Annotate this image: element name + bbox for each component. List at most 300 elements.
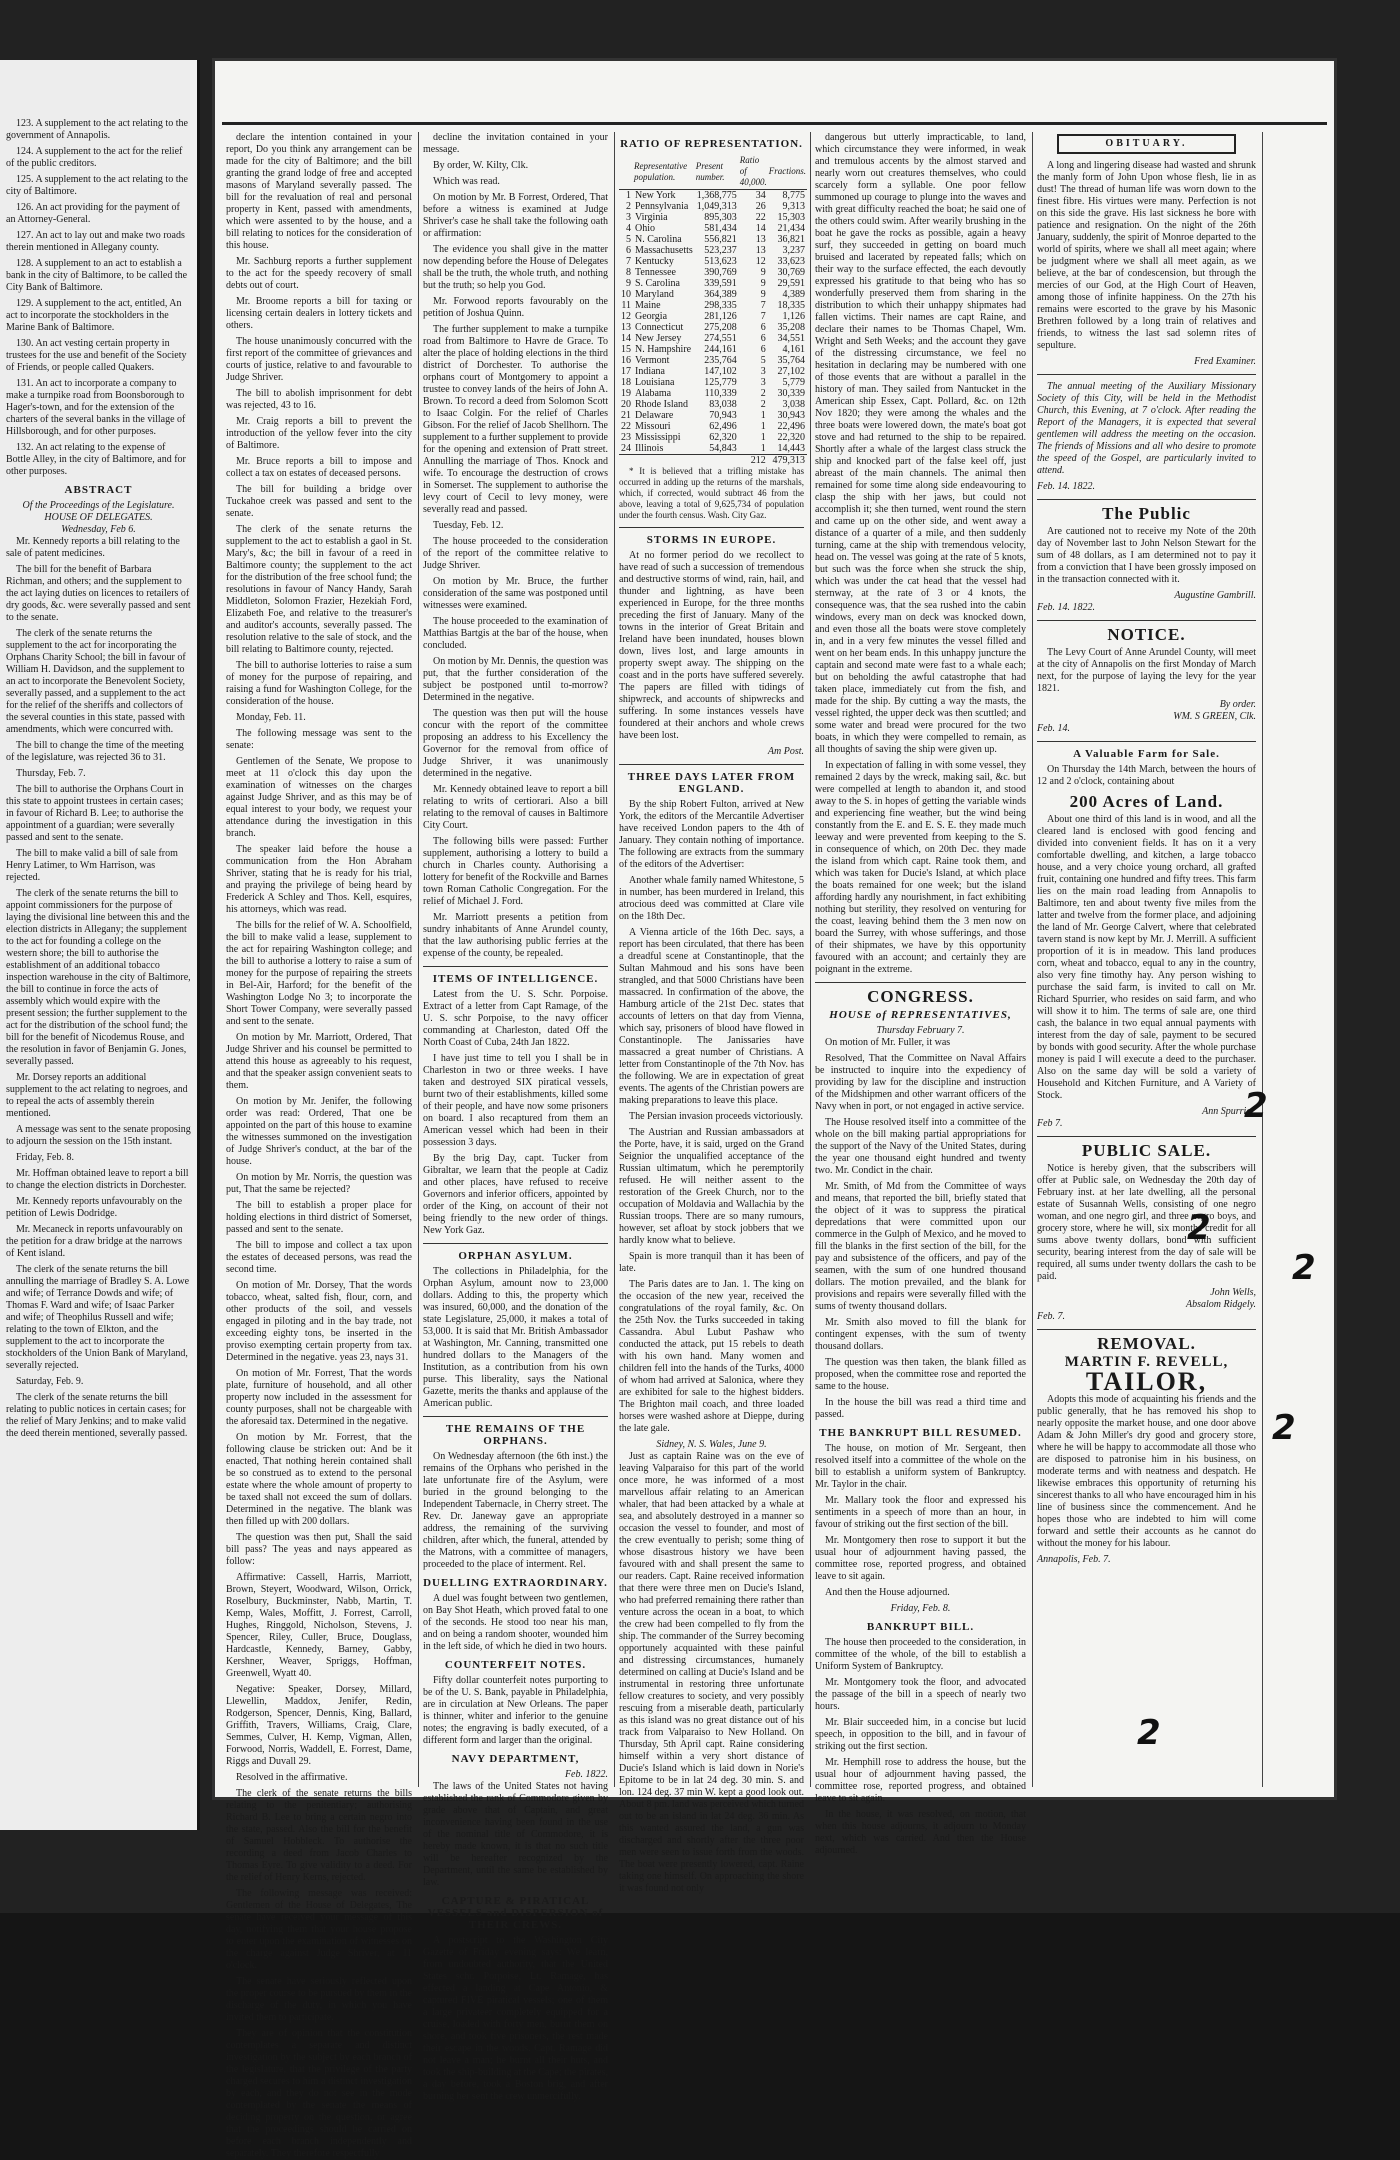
notice-title: NOTICE. — [1107, 625, 1186, 644]
table-row — [619, 278, 807, 289]
table-cell: 8 — [626, 267, 631, 278]
paragraph: The bill to abolish imprisonment for debt was rejected, 43 to 16. — [226, 388, 412, 411]
table-cell: 1 — [626, 190, 631, 201]
notice-text: The Levy Court of Anne Arundel County, will meet at the city of Annapolis on the first Monday of March next, for the purpose of laying the levy for the year 1821. — [1037, 647, 1256, 694]
paragraph: Resolved, That the Committee on Naval Affairs be instructed to inquire into the expediency of providing by law for the discipline and instruction of the Midshipmen and other warrant officers of the Navy when in port, or not engaged in active service. — [815, 1053, 1026, 1112]
public-signoff: Augustine Gambrill. — [1174, 590, 1256, 601]
table-cell: 34,551 — [777, 333, 806, 344]
table-row — [619, 223, 807, 234]
paragraph: Mr. Hoffman obtained leave to report a bill to change the election districts in Dorchester. — [6, 1168, 189, 1191]
table-cell: 1,126 — [782, 311, 806, 322]
list-item: 128. A supplement to an act to establish a bank in the city of Baltimore, to be called the City Bank of Baltimore. — [6, 258, 188, 293]
paragraph: Mr. Mallary took the floor and expressed his sentiments in a speech of more than an hour, in favour of striking out the first section of the bill. — [815, 1495, 1026, 1530]
table-row — [619, 432, 807, 443]
table-cell: 244,161 — [704, 344, 737, 355]
public-sale-text: Notice is hereby given, that the subscribers will offer at Public sale, on Wednesday the 20th day of February inst. at her late dwelling, all the personal estate of Susannah Wells, consisting of one negro woman, and one negro girl, and three negro boys, and grocery store, where he will, six months credit for all sums above twenty dollars, bond with sufficient security, bearing interest from the day of sale will be required, all sums under twenty dollars the cash to be paid. — [1037, 1163, 1256, 1282]
table-cell: 9,313 — [782, 201, 806, 212]
table-cell: 16 — [621, 355, 631, 366]
paragraph: The evidence you shall give in the matter now depending before the House of Delegates shall be the truth, the whole truth, and nothing but the truth; so help you God. — [423, 244, 608, 291]
paragraph: In expectation of falling in with some vessel, they remained 2 days by the wreck, making sail, &c. but were compelled at length to abandon it, and stood away to the S. in hopes of getting the variable winds and experiencing fine weather, but the wind being constantly from the E. and E. S. E. they made much leeway and were prevented from keeping to the S. in consequence of which, on 20th Dec. they made the island from which capt. Raine took them, and which was taken for Ducie's Island, at which place the boats remained for one week; but the island affording hardly any nourishment, in fact exhibiting nothing but sterility, they resolved on venturing for the coast, leaving behind them the 3 men now on board the Surrey, with whose sufferings, and those of their shipmates, we have by this opportunity favoured with an account; and certainly they are poignant in the extreme. — [815, 760, 1026, 975]
table-row — [619, 256, 807, 267]
table-cell: 8,775 — [782, 190, 806, 201]
paragraph: A Vienna article of the 16th Dec. says, a report has been circulated, that there has been a dreadful scene at Constantinople, that the Sultan Mahmoud and his sons have been strangled, and that 5000 Christians have been massacred. In confirmation of the above, the Hamburg article of the 21st Dec. states that accounts of letters on that day from Vienna, which say, prisoners of blood have flowed in Constantinople. The Janissaries have massacred a great number of Christians. A letter from Constantinople of the 7th Nov. has the following. We are in expectation of great events. The agents of the Christian powers are making preparations to leave this place. — [619, 927, 804, 1106]
paragraph: Mr. Kennedy obtained leave to report a bill relating to writs of certiorari. Also a bill relating to the removal of causes in Baltimore City Court. — [423, 784, 608, 831]
table-cell: 3 — [760, 377, 766, 388]
paragraph: Latest from the U. S. Schr. Porpoise. Extract of a letter from Capt Ramage, of the U. S. schr Porpoise, to the navy officer commanding at Charleston, dated Off the North Coast of Cuba, 24th Jan 1822. — [423, 989, 608, 1048]
house-date: Thursday February 7. — [876, 1025, 965, 1036]
table-cell: 895,303 — [704, 212, 737, 223]
left-page-fragment — [0, 60, 200, 1830]
table-cell: 523,237 — [704, 245, 737, 256]
paragraph: dangerous but utterly impracticable, to land, which circumstance they were informed, in weak and tremulous accents by the almost starved and nearly worn out creatures themselves, who could scarcely form a syllable. One poor fellow summoned up courage to plunge into the waves and with great difficulty reached the boat; he said one of the others could swim. After wearily brushing in the boat he gave the rocks as possible, again a heavy surf, they succeeded in getting on board much bruised and lacerated by repeated falls; which on their way to the surface effected, the each devoutly expressed his gratitude to that being who has so wonderfully preserved them from sharing in the distribution to which their unhappy shipmates had fallen victims. Their names are capt Raine, and declare their names to be Thomas Chapel, Wm. Wright and Seth Weeks; and the account they gave of the distressing circumstance, we feel no hesitation in declaring may be numbered with one of those events that are without a parallel in the history of man. They sailed from Nantucket in the American ship Essex, Capt. Pollard, &c. on 12th Nov 1820; they were among the whales and the three boats were lowered down, the mate's boat got stove and had returned to the ship to be repaired. Shortly after a whale of the largest class struck the ship and knocked part of the false keel off, just abreast of the main channels. The animal then remained for some time along side endeavouring to clasp the ship with her jaws, but could not accomplish it; she then turned, went round the stern and came up on the other side, and went away a distance of a quarter of a mile, and then suddenly turning, came at the ship with tremendous velocity, head on. The vessel was going at the rate of 5 knots, but such was the force when she struck the ship, which was under the cat head that the vessel had sternway, at the rate of 3 or 4 knots, the consequence was, that the sea rushed into the cabin windows, every man on deck was knocked down, and even those all the boats were stove completely in, and in a very few minutes the vessel filled and went on her beam ends. In this unhappy juncture the captain and second mate were fast to a whale each; but on beholding the awful catastrophe that had taken place, immediately cut from the fish, and made for the ship. By cutting a way the masts, the vessel righted, the upper deck was then scuttled; and some water and bread were procured for the two boats, in which they were compelled to remain, as all thoughts of saving the ship were given up. — [815, 132, 1026, 755]
tailor-heading: TAILOR, — [1085, 1367, 1208, 1396]
table-row — [619, 190, 807, 202]
table-row — [619, 300, 807, 311]
table-cell: 27,102 — [777, 366, 806, 377]
table-cell: 11 — [621, 300, 631, 311]
paragraph: Mr. Montgomery then rose to support it but the usual hour of adjournment having passed, the committee rose, reported progress, and obtained leave to sit again. — [815, 1535, 1026, 1582]
table-cell — [633, 455, 695, 467]
abstract-title: ABSTRACT — [64, 484, 133, 496]
paragraph: They are of opinion that the constitution contemplates a separate and distinct investigation by the subject by each branch of the legislature, that the privilege of the party charged secures to him a distinct investigation by each, and they do not see in the mode contemplated by the senate the means of deciding property on the question, or agree that the proceedings should be carried on before each branch independently and separately. They therefore respectfully — [226, 2028, 412, 2159]
list-item: 123. A supplement to the act relating to the government of Annapolis. — [6, 118, 188, 141]
paragraph: Mr. Broome reports a bill for taxing or licensing certain dealers in lottery tickets and others. — [226, 296, 412, 331]
column-4 — [810, 132, 1030, 1856]
table-header-cell: Fractions. — [768, 154, 807, 190]
table-cell: 30,769 — [777, 267, 806, 278]
list-item: 127. An act to lay out and make two roads therein mentioned in Allegany county. — [6, 230, 185, 253]
sale-signoff-2: Absalom Ridgely. — [1186, 1299, 1256, 1310]
paragraph: The question was then put, Shall the said bill pass? The yeas and nays appeared as follow: — [226, 1532, 412, 1567]
items-of-intelligence-title: ITEMS OF INTELLIGENCE. — [432, 973, 599, 985]
list-item: 126. An act providing for the payment of an Attorney-General. — [6, 202, 180, 225]
obituary-signoff: Fred Examiner. — [1194, 356, 1256, 367]
column-6-edge — [1262, 132, 1332, 1787]
table-cell: 390,769 — [704, 267, 737, 278]
table-cell: 125,779 — [704, 377, 737, 388]
farm-title: A Valuable Farm for Sale. — [1073, 748, 1220, 760]
paragraph: And then the House adjourned. — [825, 1587, 950, 1598]
table-cell: 17 — [621, 366, 631, 377]
table-cell: 1 — [760, 432, 766, 443]
paragraph: The clerk of the senate returns the bill annulling the marriage of Bradley S. A. Lowe and wife; of Terrance Dowds and wife; of Thomas F. Ward and wife; of Isaac Parker and wife; of Theophilus Russell and wife; relating to the town of Elkton, and the supplement to the act to incorporate the stockholders of the Union Bank of Maryland, severally rejected. — [6, 1264, 190, 1371]
table-cell: 29,591 — [777, 278, 806, 289]
table-cell: 18 — [621, 377, 631, 388]
table-cell: 14 — [621, 333, 631, 344]
table-cell: Kentucky — [635, 256, 674, 267]
public-text: Are cautioned not to receive my Note of the 20th day of November last to John Nelson Stewart for the sum of 48 dollars, as I am determined not to pay it from a conviction that I have been grossly imposed on in the transaction connected with it. — [1037, 526, 1256, 585]
representation-table — [619, 154, 807, 466]
paragraph: Resolved in the affirmative. — [236, 1772, 348, 1783]
table-cell: 30,339 — [777, 388, 806, 399]
farm-acres: 200 Acres of Land. — [1069, 792, 1224, 811]
paragraph: I have just time to tell you I shall be in Charleston in two or three weeks. I have taken and destroyed SIX piratical vessels, burnt two of their establishments, killed some of their people, and have now some prisoners on board. I also recaptured from them an American vessel which had been in their possession 3 days. — [423, 1053, 608, 1148]
friday-title: BANKRUPT BILL. — [866, 1621, 975, 1633]
public-sale-title: PUBLIC SALE. — [1081, 1141, 1212, 1160]
paragraph: The house proceeded to the examination of Matthias Bartgis at the bar of the house, when concluded. — [423, 616, 608, 651]
paragraph: On motion by Mr. Jenifer, the following order was read: Ordered, That one be appointed on the part of this house to examine the witnesses summoned on the investigation of Judge Shriver's conduct, at the bar of the house. — [226, 1096, 412, 1167]
sale-signoff-1: John Wells, — [1210, 1287, 1256, 1298]
column-3 — [614, 132, 808, 1894]
list-item: 124. A supplement to the act for the relief of the public creditors. — [6, 146, 183, 169]
table-cell: 9 — [760, 289, 766, 300]
separator — [423, 1243, 608, 1244]
table-cell: Rhode Island — [635, 399, 689, 410]
table-row — [619, 421, 807, 432]
orphan-asylum-text: The collections in Philadelphia, for the Orphan Asylum, amount now to 23,000 dollars. Adding to this, the property which was insured, 60,000, and the donation of the state Legislature, 25,000, it makes a total of 53,000. It is said that Mr. British Ambassador at Washington, Mr. Canning, transmitted one hundred dollars to the Managers of the Institution, as a contribution from his own purse. This liberality, says the National Gazette, merits the thanks and applause of the American public. — [423, 1266, 608, 1409]
storms-title: STORMS IN EUROPE. — [646, 534, 777, 546]
paragraph: The bills for the relief of W. A. Schoolfield, the bill to make valid a lease, supplement to the act for repairing Washington college; and the bill to authorise a lottery to raise a sum of money for the purpose of repairing the streets in Bel-Air, Harford; for the benefit of the Washington Lodge No 3; to incorporate the Short Tower Company, were severally passed and sent to the senate. — [226, 920, 412, 1027]
table-cell: Delaware — [635, 410, 674, 421]
top-rule — [222, 122, 1327, 125]
meeting-notice: The annual meeting of the Auxiliary Missionary Society of this City, will be held in the Methodist Church, this Evening, at 7 o'clock. After reading the Report of the Managers, it is expected that several gentlemen will address the meeting on the occasion. The friends of Missions and all who desire to promote the speed of the Gospel, are particularly invited to attend. — [1037, 381, 1256, 476]
storms-source: Am Post. — [767, 746, 804, 757]
handwritten-mark: 2 — [1292, 1248, 1316, 1288]
table-cell: Virginia — [635, 212, 668, 223]
table-cell: 556,821 — [704, 234, 737, 245]
table-cell: 13 — [755, 234, 766, 245]
table-cell: 36,821 — [777, 234, 806, 245]
table-row — [619, 245, 807, 256]
table-cell: 7 — [626, 256, 631, 267]
table-row — [619, 355, 807, 366]
table-cell: 22 — [621, 421, 631, 432]
items-of-intelligence — [423, 989, 608, 1237]
orphan-asylum-title: ORPHAN ASYLUM. — [458, 1250, 573, 1262]
separator — [1037, 620, 1256, 621]
table-row — [619, 443, 807, 455]
paragraph: Gentlemen of the Senate, We propose to meet at 11 o'clock this day upon the examination of witnesses on the charges against Judge Shriver, and as this may be of equal interest to your body, we request your attendance during the investigation in this branch. — [226, 756, 412, 839]
paragraph: The clerk of the senate returns the bills relating to the penitentiary; authorising Richard B. Lee to bring a certain negro into the state, passed. Also the bill for the benefit of Samuel Hobbleck. To authorise the recording a deed from Jacob Charles to Thomas Eyre. To give validity to a deed. For the relief of Henry Kerns, rejected. — [226, 1788, 412, 1883]
table-cell: 5,779 — [782, 377, 806, 388]
paragraph: Mr. Marriott presents a petition from sundry inhabitants of Anne Arundel county, that the law authorising public ferries at the expense of the county, be repealed. — [423, 912, 608, 959]
table-cell: 22 — [755, 212, 766, 223]
table-cell: 298,335 — [704, 300, 737, 311]
paragraph: The following message was received: Gentlemen of the House of Delegates, The senate have received your message of this day, notifying them that your house propose to enter upon the examination of witnesses on the charge against Judge Shriver, at 11 o'clock. — [226, 1888, 412, 1971]
paragraph: Thursday, Feb. 7. — [16, 768, 86, 779]
table-cell: 1,368,775 — [696, 190, 737, 201]
table-cell: 3,038 — [782, 399, 806, 410]
paragraph: Mr. Dorsey reports an additional supplement to the act relating to negroes, and to repeal the acts of assembly therein mentioned. — [6, 1072, 188, 1119]
list-item: 125. A supplement to the act relating to the city of Baltimore. — [6, 174, 188, 197]
meeting-date: Feb. 14. 1822. — [1037, 481, 1096, 492]
table-cell: Georgia — [635, 311, 668, 322]
paragraph: The senate have seriously reflected upon the proper course to be pursued by them in the discharge of the duty, in which you have invited them to participate. — [226, 1976, 412, 2023]
notice-by: By order. — [1219, 699, 1256, 710]
separator — [1037, 1136, 1256, 1137]
table-row — [619, 267, 807, 278]
navy-title: NAVY DEPARTMENT, — [451, 1753, 580, 1765]
paragraph: The Austrian and Russian ambassadors at the Porte, have, it is said, urged on the Grand Seignior the unqualified acceptance of the Russian ultimatum, which he peremptorily refused. He will neither assent to the restoration of the Greek Church, nor to the occupation of Moldavia and Wallachia by the Russian troops. There are so many rumours, however, set afloat by stock jobbers that we hardly know what to believe. — [619, 1127, 804, 1246]
table-cell: Indiana — [635, 366, 665, 377]
duel-text: A duel was fought between two gentlemen, on Bay Shot Heath, which proved fatal to one of the seconds. He stood too near his man, and on being a random shooter, wounded him in the left side, of which he died in two hours. — [423, 1593, 608, 1652]
separator — [423, 1416, 608, 1417]
revell-date: Annapolis, Feb. 7. — [1037, 1554, 1111, 1565]
paragraph: The bill to authorise the Orphans Court in this state to appoint trustees in certain cases; in favour of Richard B. Lee; to authorise the appointment of a guardian; were severally passed and sent to the senate. — [6, 784, 184, 843]
paragraph: Saturday, Feb. 9. — [16, 1376, 84, 1387]
paragraph: Spain is more tranquil than it has been of late. — [619, 1251, 804, 1274]
table-cell: 13 — [621, 322, 631, 333]
table-cell: 110,339 — [704, 388, 737, 399]
separator — [423, 966, 608, 967]
table-cell: Missouri — [635, 421, 671, 432]
paragraph: On motion of Mr. Fuller, it was — [825, 1037, 951, 1048]
paragraph: The bill to make valid a bill of sale from Henry Latimer, to Wm Harrison, was rejected. — [6, 848, 178, 883]
table-cell: 23 — [621, 432, 631, 443]
table-row — [619, 201, 807, 212]
table-row — [619, 311, 807, 322]
sidney-dateline: Sidney, N. S. Wales, June 9. — [656, 1439, 767, 1450]
table-body — [619, 190, 807, 467]
table-cell: 9 — [626, 278, 631, 289]
paragraph: Mr. Hemphill rose to address the house, but the usual hour of adjournment having passed, the committee rose, reported progress, and obtained leave to sit again. — [815, 1757, 1026, 1804]
remains-title: THE REMAINS OF THE ORPHANS. — [445, 1423, 586, 1447]
paragraph: Negative: Speaker, Dorsey, Millard, Llewellin, Maddox, Jenifer, Redin, Rodgerson, Spencer, Dennis, King, Ballard, Griffith, Travers, Williams, Craig, Clare, Semmes, Culver, H. Kemp, Vigman, Allen, Forwood, Norris, Waddell, E. Forrest, Dame, Riggs and Duvall 29. — [226, 1684, 412, 1767]
paragraph: The Paris dates are to Jan. 1. The king on the occasion of the new year, received the congratulations of the royal family, &c. On the 25th Nov. the Turks succeeded in taking Cassandra. Abul Lubut Pashaw who conducted the attack, put 15 rebels to death with his own hand. Many women and children fell into the hands of the Turks, 4000 of whom had arrived at Salonica, where they are exhibited for sale to the highest bidders. The Brighton mail coach, and three loaded horses were washed ashore at Dieppe, during the late gale. — [619, 1279, 804, 1434]
table-cell: 20 — [621, 399, 631, 410]
abstract-date: Wednesday, Feb 6. — [61, 524, 136, 535]
column-5 — [1032, 132, 1260, 1787]
table-cell: 15 — [621, 344, 631, 355]
table-cell: 2 — [760, 399, 766, 410]
table-cell: New Jersey — [635, 333, 682, 344]
table-cell: 83,038 — [709, 399, 737, 410]
notice-date: Feb. 14. — [1037, 723, 1071, 734]
paragraph: Friday, Feb. 8. — [16, 1152, 74, 1163]
table-cell: S. Carolina — [635, 278, 680, 289]
table-cell: Maine — [635, 300, 661, 311]
table-cell: 3 — [760, 366, 766, 377]
paragraph: The question was then put will the house concur with the report of the committee proposing an address to his Excellency the Governor for the removal from office of Judge Shriver, it was unanimously determined in the negative. — [423, 708, 608, 779]
table-cell: 281,126 — [704, 311, 737, 322]
counterfeit-title: COUNTERFEIT NOTES. — [444, 1659, 587, 1671]
bankrupt-title: THE BANKRUPT BILL RESUMED. — [819, 1427, 1022, 1439]
table-cell: 12 — [621, 311, 631, 322]
table-cell: 62,320 — [709, 432, 737, 443]
sale-date: Feb. 7. — [1037, 1311, 1066, 1322]
paragraph: The bill for building a bridge over Tuckahoe creek was passed and sent to the senate. — [226, 484, 412, 519]
table-cell: 2 — [626, 201, 631, 212]
paragraph: The house proceeded to the consideration of the report of the committee relative to Judge Shriver. — [423, 536, 608, 571]
table-cell: Alabama — [635, 388, 672, 399]
table-cell: 12 — [755, 256, 766, 267]
paragraph: declare the intention contained in your report, Do you think any arrangement can be made for the city of Baltimore; and the bill granting the grand lodge of free and accepted masons of Maryland severally passed. The bill for the revaluation of real and personal property in Kent, passed with amendments, which were assented to by the house, and a bill relating to notices for the consideration of this house. — [226, 132, 412, 251]
notice-signoff: WM. S GREEN, Clk. — [1173, 711, 1256, 722]
list-item: 131. An act to incorporate a company to make a turnpike road from Boonsborough to Hager's-town, and for the extension of the charters of the several banks in the village of Hillsborough, and for other purposes. — [6, 378, 186, 437]
table-cell: 21,434 — [777, 223, 806, 234]
paragraph: Mr. Sachburg reports a further supplement to the act for the speedy recovery of small debts out of court. — [226, 256, 412, 291]
census-note: * It is believed that a trifling mistake has occurred in adding up the returns of the marshals, which, if corrected, would subtract 46 from the above, leaving a total of 9,625,734 of population under the fourth census. Wash. City Gaz. — [619, 466, 804, 520]
navy-text: The laws of the United States not having established the rank of Commodore given by grade above that of Captain, and great inconvenience having been found in the use of the nominal title of Commodore, it is hereby made known, it is that no such title will be hereafter recognized by the Department, until the same be established by law. — [423, 1781, 608, 1888]
table-cell: 6 — [760, 322, 766, 333]
table-cell: 30,943 — [777, 410, 806, 421]
paragraph: Which was read. — [433, 176, 500, 187]
table-cell: 7 — [760, 300, 766, 311]
separator — [1037, 1329, 1256, 1330]
paragraph: The bill to impose and collect a tax upon the estates of deceased persons, was read the second time. — [226, 1240, 412, 1275]
table-cell: 4,389 — [782, 289, 806, 300]
abstract-paragraphs — [6, 536, 191, 1440]
table-cell: 9 — [760, 267, 766, 278]
paragraph: Mr. Kennedy reports unfavourably on the petition of Lewis Dodridge. — [6, 1196, 183, 1219]
paragraph: In the house, it was resolved, on motion, that when this house adjourns, it adjourn to Monday next, which was carried. And then the House adjourned. — [815, 1809, 1026, 1856]
paragraph: The bill for the benefit of Barbara Richman, and others; and the supplement to the act laying duties on licences to retailers of dry goods, &c. were severally passed and sent to the senate. — [6, 564, 191, 623]
sidney-text: Just as captain Raine was on the eve of leaving Valparaiso for this part of the world once more, he was informed of a most marvellous affair relating to an American whaler, that had been attacked by a whale at sea, and absolutely destroyed in a manner so occasion the vessel to founder, and most of the crew eventually to perish; some thing of whose disastrous history we have been favoured with and shall present the same to our readers. Capt. Raine received information that there were three men on Ducie's Island, who had preferred remaining there rather than venture across the ocean in a boat, to which the crew had been compelled to fly from the ship. The commander of the Surrey becoming opportunely acquainted with these painful and distressing circumstances, humanely determined on calling at Ducie's Island and be instrumental in restoring three unfortunate fellow creatures to society, and very possibly rescuing from a miserable death, particularly as this island was no great distance out of his track from Valparaiso to New Holland. On Thursday, 5th April capt. Raine considering himself within a very short distance of Ducie's Island which is laid down in Norie's Epitome to be in lat 24 deg. 30 min. S. and lon. 124 deg. 37 min W. kept a good look out. About 8 pm. land was perceived which turned out to be an island in lat 24 deg. 36 min. As this wanted assured the land, a gun was discharged and shortly after the three poor men were seen to issue forth from the woods. The boat were presently lowered, capt. Raine taking one himself. On approaching the shore it was found not only — [619, 1451, 804, 1894]
storms-text: At no former period do we recollect to have read of such a succession of tremendous and destructive storms of wind, rain, hail, and thunder and lightning, as have been experienced in Europe, for the three months preceding the first of January. Many of the towns in the interior of Great Britain and Ireland have been inundated, houses blown down, lives lost, and large amounts in property swept away. The shipping on the coast and in the ports have suffered severely. The papers are filled with tidings of shipwreck, and accounts of shipwrecks and suffering. In some instances vessels have foundered at their anchors and whole crews have been lost. — [619, 550, 804, 741]
table-cell: 1 — [760, 410, 766, 421]
table-cell: 18,335 — [777, 300, 806, 311]
table-cell: 6 — [760, 344, 766, 355]
table-cell: 14 — [755, 223, 766, 234]
table-cell — [619, 455, 633, 467]
paragraph: On motion by Mr. B Forrest, Ordered, That before a witness is examined at Judge Shriver's case he shall take the following oath or affirmation: — [423, 192, 608, 239]
paragraph: Affirmative: Cassell, Harris, Marriott, Brown, Steyert, Woodward, Wilson, Orrick, Roselbury, Buckminster, Nabb, Martin, T. Kemp, Wales, Moffitt, J. Forrest, Carroll, Hughes, Ringgold, Nicholson, Stevens, J. Spencer, Riley, Culler, Bruce, Douglass, Hardcastle, Kennedy, Barney, Gabby, Kershner, Weaver, Spriggs, Hoffman, Greenwell, Wyatt 40. — [226, 1572, 412, 1679]
paragraph: The clerk of the senate returns the bill relating to public notices in certain cases; for the relief of Mary Jenkins; and to make valid the deed therein mentioned, severally passed. — [6, 1392, 188, 1439]
paragraph: Mr. Bruce reports a bill to impose and collect a tax on estates of deceased persons. — [226, 456, 412, 479]
table-cell: 364,389 — [704, 289, 737, 300]
handwritten-mark: 2 — [1187, 1208, 1211, 1248]
paragraph: By order, W. Kilty, Clk. — [433, 160, 529, 171]
table-header-cell: Present number. — [695, 154, 739, 190]
table-cell: 4,161 — [782, 344, 806, 355]
whale-ship-story — [815, 132, 1026, 976]
paragraph: The house, on motion of Mr. Sergeant, then resolved itself into a committee of the whole on the bill to establish a uniform system of Bankruptcy. Mr. Taylor in the chair. — [815, 1443, 1026, 1490]
table-cell: 62,496 — [709, 421, 737, 432]
table-cell: 274,551 — [704, 333, 737, 344]
list-item: 132. An act relating to the expense of Bottle Alley, in the city of Baltimore, and for other purposes. — [6, 442, 186, 477]
ratio-title: RATIO OF REPRESENTATION. — [620, 138, 803, 150]
paragraph: The bill to authorise lotteries to raise a sum of money for the purpose of repairing, and raising a fund for Washington College, for the consideration of the house. — [226, 660, 412, 707]
obituary-title: OBITUARY. — [1057, 134, 1236, 154]
table-cell: 3 — [626, 212, 631, 223]
table-cell: 581,434 — [704, 223, 737, 234]
paragraph: The Persian invasion proceeds victoriously. — [629, 1111, 804, 1122]
table-cell: 5 — [626, 234, 631, 245]
table-cell: 147,102 — [704, 366, 737, 377]
paragraph: On motion by Mr. Forrest, that the following clause be stricken out: And be it enacted, That nothing herein contained shall be so construed as to extend to the personal estate where the whole amount of property to be taxed shall not exceed the sum of dollars. Determined in the negative. The blank was then filled up with 200 dollars. — [226, 1432, 412, 1527]
table-cell: 5 — [760, 355, 766, 366]
navy-date: Feb. 1822. — [564, 1769, 608, 1780]
paragraph: Mr. Smith also moved to fill the blank for contingent expenses, with the sum of twenty thousand dollars. — [815, 1317, 1026, 1352]
table-row — [619, 366, 807, 377]
paragraph: Mr. Blair succeeded him, in a concise but lucid speech, in opposition to the bill, and in favour of striking out the first section. — [815, 1717, 1026, 1752]
separator — [619, 764, 804, 765]
remains-text: On Wednesday afternoon (the 6th inst.) the remains of the Orphans who perished in the late unfortunate fire of the Asylum, were buried in the ground belonging to the Independent Tabernacle, in Cherry street. The Rev. Dr. Janeway gave an appropriate address, the remaining of the surviving children, after which, the funeral, attended by the Matrons, with a committee of managers, proceeded to the place of interment. Rel. — [423, 1451, 608, 1570]
paragraph: The following message was sent to the senate: — [226, 728, 412, 751]
paragraph: The bill to change the time of the meeting of the legislature, was rejected 36 to 31. — [6, 740, 184, 763]
table-row — [619, 289, 807, 300]
table-cell: N. Carolina — [635, 234, 682, 245]
friday-date: Friday, Feb. 8. — [890, 1603, 951, 1614]
table-header-cell: Ratio of 40,000. — [739, 154, 768, 190]
handwritten-mark: 2 — [1272, 1408, 1296, 1448]
table-cell: 275,208 — [704, 322, 737, 333]
paragraph: The House resolved itself into a committee of the whole on the bill making partial appropriations for the support of the Navy of the United States, during the year one thousand eight hundred and twenty two. Mr. Condict in the chair. — [815, 1117, 1026, 1176]
paragraph: The following bills were passed: Further supplement, authorising a lottery to build a church in Charles county. Authorising a lottery for benefit of the Rockville and Barnes town Roman Catholic Congregation. For the relief of Michael J. Ford. — [423, 836, 608, 907]
table-cell: 34 — [755, 190, 766, 201]
table-cell: 212 — [739, 455, 768, 467]
table-cell: Pennsylvania — [635, 201, 689, 212]
abstract-subtitle: Of the Proceedings of the Legislature. HOUSE OF DELEGATES. — [22, 500, 175, 523]
table-row — [619, 344, 807, 355]
table-cell: 6 — [760, 333, 766, 344]
table-cell: New York — [635, 190, 676, 201]
table-cell: 35,208 — [777, 322, 806, 333]
legislature-proceedings — [226, 132, 412, 2160]
congress-title: CONGRESS. — [867, 987, 974, 1006]
paragraph: Mr. Mecaneck in reports unfavourably on the petition for a draw bridge at the narrows of Kent island. — [6, 1224, 183, 1259]
table-total-row — [619, 455, 807, 467]
table-cell: 1,049,313 — [696, 201, 737, 212]
paragraph: A message was sent to the senate proposing to adjourn the session on the 15th instant. — [6, 1124, 191, 1147]
table-header-row — [619, 154, 807, 190]
table-cell: 15,303 — [777, 212, 806, 223]
paragraph: The house then proceeded to the consideration, in committee of the whole, of the bill to establish a Uniform System of Bankruptcy. — [815, 1637, 1026, 1672]
paragraph: Mr. Kennedy reports a bill relating to the sale of patent medicines. — [6, 536, 180, 559]
table-cell: Tennessee — [635, 267, 676, 278]
handwritten-mark: 2 — [1137, 1713, 1161, 1753]
paragraph: The further supplement to make a turnpike road from Baltimore to Havre de Grace. To alter the place of holding elections in the third district of Dorchester. To authorise the orphans court of Montgomery to appoint a trustee to convey lands of the heirs of John A. Brown. To record a deed from Solomon Scott to Isaac Colgin. For the relief of Charles Gibson. For the relief of Jacob Shellhorn. The supplement to a further supplement to provide for the opening and extension of Pratt street. Annulling the marriage of Thos. Knock and wife. To encourage the destruction of crows in Somerset. The supplement to authorise the levy court of Cecil to levy money, were severally read and passed. — [423, 324, 608, 515]
table-cell: 7 — [760, 311, 766, 322]
table-cell: Maryland — [635, 289, 674, 300]
table-cell: 14,443 — [777, 443, 806, 454]
table-cell: 26 — [755, 201, 766, 212]
table-cell: 54,843 — [709, 443, 737, 454]
table-row — [619, 388, 807, 399]
table-cell: 339,591 — [704, 278, 737, 289]
farm-signoff: Ann Spurrier. — [1202, 1106, 1256, 1117]
paragraph: The bill to establish a proper place for holding elections in third district of Somerset, passed and sent to the senate. — [226, 1200, 412, 1235]
table-header-cell: Representative population. — [633, 154, 695, 190]
table-cell: 6 — [626, 245, 631, 256]
table-row — [619, 212, 807, 223]
table-cell: 33,623 — [777, 256, 806, 267]
paragraph: On motion by Mr. Marriott, Ordered, That Judge Shriver and his counsel be permitted to attend this house as agreeably to his request, and that the speaker assign convenient seats to them. — [226, 1032, 412, 1091]
table-row — [619, 322, 807, 333]
list-item: 129. A supplement to the act, entitled, An act to incorporate the stockholders in the Marine Bank of Baltimore. — [6, 298, 182, 333]
table-cell: Ohio — [635, 223, 655, 234]
table-cell: Mississippi — [635, 432, 681, 443]
house-proceedings — [815, 1037, 1026, 1421]
revell-text: Adopts this mode of acquainting his friends and the public generally, that he has removed his shop to nearly opposite the market house, and one door above Adam & John Miller's dry good and grocery store, where he will be happy to accommodate all those who are disposed to patronise him in his business, on moderate terms and with neatness and despatch. He likewise embraces this opportunity of returning his sincerest thanks to all who have encouraged him in his line of business since the commencement. And he hopes those who are indebted to him will come forward and settle their accounts as he cannot do without the money for his labour. — [1037, 1394, 1256, 1549]
table-cell: 1 — [760, 421, 766, 432]
table-header-cell — [619, 154, 633, 190]
table-cell: N. Hampshire — [635, 344, 692, 355]
table-cell: 3,237 — [782, 245, 806, 256]
paragraph: Monday, Feb. 11. — [236, 712, 306, 723]
legislature-proceedings-continued — [423, 132, 608, 960]
revell-name: MARTIN F. REVELL, — [1064, 1354, 1229, 1370]
separator — [815, 982, 1026, 983]
table-cell: 9 — [760, 278, 766, 289]
table-row — [619, 377, 807, 388]
table-cell: Illinois — [635, 443, 664, 454]
capture-text: A postscript to the Washington City Gazette of Friday evening says: We learn, from undoubted authority, that the United States schr. Porpoise, Lt. Ramage, has effected a landing at Cape Antonio, & captured FIVE piratical vessels; one of them a large privateer completely equipped for a cruise, loaded with forty men, burnt them on shore, and took five prisoners, the rest made their escape in the woods. Capt. Ramage did not leave a man; he burnt all their huts, and took the ship-building at the Cape; the pirates, a day before, took a Boston brig, and after burning her sent the crew unmercifully. — [423, 1935, 608, 2102]
table-cell: 10 — [621, 289, 631, 300]
paragraph: By the ship Robert Fulton, arrived at New York, the editors of the Mercantile Advertiser have received London papers to the 4th of January. They contain nothing of importance. The following are extracts from the summary of the editors of the Advertiser: — [619, 799, 804, 870]
table-row — [619, 333, 807, 344]
house-title: HOUSE of REPRESENTATIVES, — [829, 1009, 1012, 1021]
separator — [619, 527, 804, 528]
paragraph: Mr. Smith, of Md from the Committee of ways and means, that reported the bill, briefly stated that the object of it was to suppress the piratical depredations that were committed upon our commerce in the Gulph of Mexico, and he moved to fill the blanks in the first section of the bill, for the pay and subsistence of the officers, and pay of the seamen, with the sum of one hundred thousand dollars. The motion prevailed, and the blank for provisions and repairs were severally filled with the sums of twenty thousand dollars. — [815, 1181, 1026, 1312]
public-date: Feb. 14. 1822. — [1037, 602, 1096, 613]
farm-text: About one third of this land is in wood, and all the cleared land is enclosed with good fencing and divided into convenient fields. It has on it a very comfortable dwelling, and kitchen, a large tobacco house, and a very choice young orchard, all grafted fruit, containing one hundred and fifty trees. This farm lies on the main road leading from Annapolis to Baltimore, ten and about twenty five miles from the latter and twelve from the former place, and adjoining the land of Mr. George Calvert, where that celebrated tavern stand is now kept by Mr. J. Merrill. A sufficient proportion of it is in meadow. This land produces corn, wheat and tobacco, equal to any in the country, also very fine timothy hay. Any person wishing to purchase the said farm, is invited to call on Mr. Richard Spurrier, who resides on said farm, and who will show it to him. The terms of sale are, one third cash, the balance in two equal annual payments with interest from the day of sale, payment to be secured by bonds with good security. After the whole purchase money is paid I will execute a deed to the purchaser. Also on the same day will be sold a variety of Household and Kitchen Furniture, and A Variety of Stock. — [1037, 814, 1256, 1101]
paragraph: On motion by Mr. Dennis, the question was put, that the further consideration of the subject be postponed until to-morrow? Determined in the negative. — [423, 656, 608, 703]
paragraph: In the house the bill was read a third time and passed. — [815, 1397, 1026, 1420]
farm-intro: On Thursday the 14th March, between the hours of 12 and 2 o'clock, containing about — [1037, 764, 1256, 787]
england-news — [619, 799, 804, 1435]
table-cell: Massachusetts — [635, 245, 693, 256]
